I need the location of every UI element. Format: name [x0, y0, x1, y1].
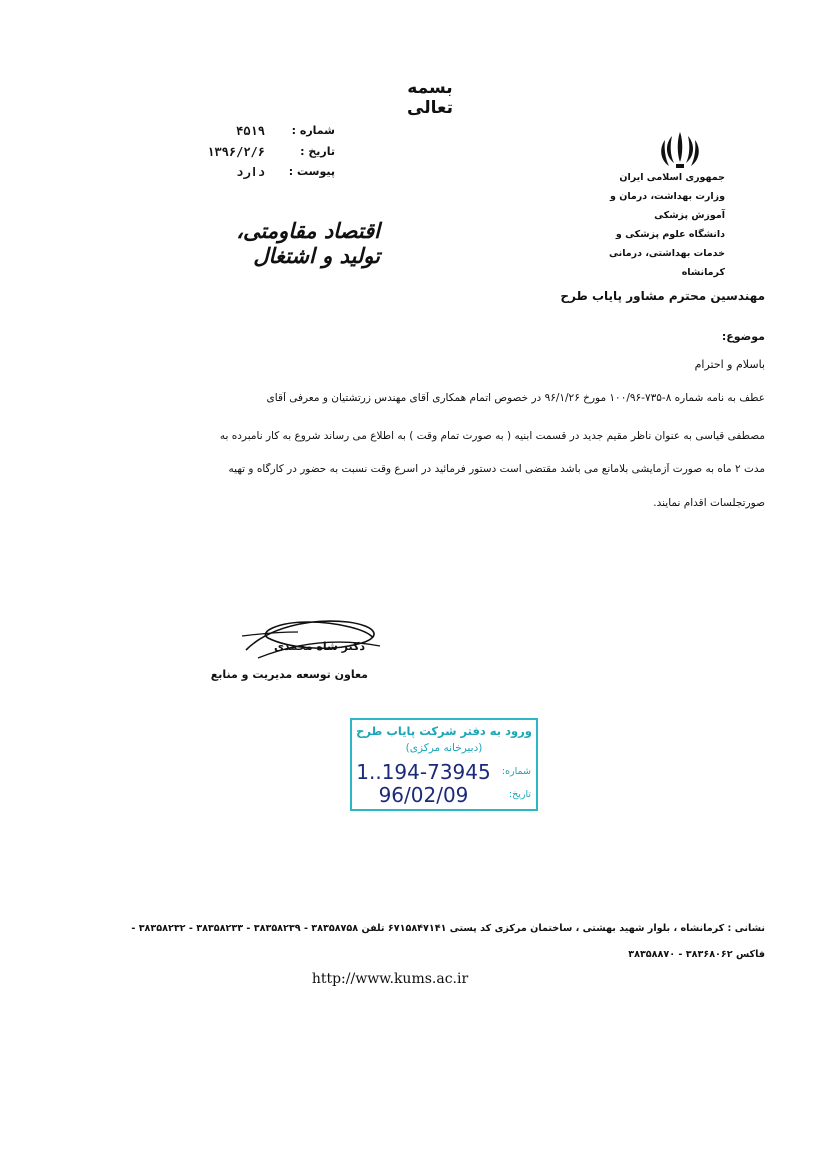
letter-date-value: ۱۳۹۶/۲/۶ — [207, 145, 265, 159]
stamp-number-label: شماره: — [501, 766, 531, 777]
body-line: صورتجلسات اقدام نمایند. — [653, 497, 765, 509]
footer-website-link[interactable]: http://www.kums.ac.ir — [311, 971, 469, 987]
slogan: اقتصاد مقاومتی، تولید و اشتغال — [236, 218, 380, 268]
body-line: مصطفی قیاسی به عنوان ناظر مقیم جدید در قسمت ابنیه ( به صورت تمام وقت ) به اطلاع می رساند شروع به کار نامبرده به — [219, 430, 765, 442]
stamp-subtitle: (دبیرخانه مرکزی) — [405, 742, 483, 754]
letter-number-row — [195, 124, 335, 142]
greeting: باسلام و احترام — [694, 358, 765, 371]
signature-scribble — [238, 608, 388, 668]
org-line-country: جمهوری اسلامی ایران — [619, 172, 725, 183]
footer-address: نشانی : کرمانشاه ، بلوار شهید بهشتی ، ساختمان مرکزی کد پستی ۶۷۱۵۸۴۷۱۴۱ تلفن ۳۸۳۵۸۷۵۸ - ۳۸۳۵۸۲۳۹ - ۳۸۳۵۸۲۳۳ - ۳۸۳۵۸۲۳۲ - فاکس ۳۸۳۶۸۰۶۲ - ۳۸۳۵۸۸۷۰ — [131, 923, 765, 960]
stamp-date-label: تاریخ: — [508, 789, 531, 800]
letter-attachment-row — [195, 165, 335, 183]
letter-date-label: تاریخ : — [300, 145, 335, 158]
body-line: مدت ۲ ماه به صورت آزمایشی بلامانع می باشد مقتضی است دستور فرمائید در اسرع وقت نسبت به حضور در کارگاه و تهیه — [228, 463, 765, 475]
basmala-heading: بسمه تعالی — [407, 78, 453, 118]
iran-emblem-icon — [655, 128, 705, 172]
letter-number-label: شماره : — [291, 124, 335, 137]
recipient-line: مهندسین محترم مشاور پایاب طرح — [560, 289, 765, 303]
body-line: عطف به نامه شماره ۸-۷۳۵-۱۰۰/۹۶ مورخ ۹۶/۱/۲۶ در خصوص اتمام همکاری آقای مهندس زرتشتیان و معرفی آقای — [266, 392, 765, 404]
letter-number-value: ۴۵۱۹ — [236, 124, 265, 138]
letter-attachment-label: پیوست : — [288, 165, 335, 178]
stamp-number-value: 1..194-73945 — [356, 760, 491, 784]
letter-date-row — [195, 145, 335, 163]
receipt-stamp — [350, 718, 538, 811]
org-line-ministry: وزارت بهداشت، درمان و آموزش پزشکی — [610, 191, 725, 221]
signer-name: دکتر شاه محمدی — [273, 640, 365, 653]
stamp-title: ورود به دفتر شرکت پایاب طرح — [356, 724, 532, 738]
stamp-date-row — [356, 783, 531, 807]
letter-attachment-value: دارد — [236, 165, 265, 179]
organization-block — [585, 168, 725, 282]
stamp-number-row — [356, 760, 531, 784]
subject-label: موضوع: — [721, 330, 765, 343]
signer-title: معاون توسعه مدیریت و منابع — [210, 668, 368, 681]
org-line-university: دانشگاه علوم پزشکی و خدمات بهداشتی، درمانی کرمانشاه — [609, 229, 725, 278]
stamp-date-value: 96/02/09 — [378, 783, 469, 807]
